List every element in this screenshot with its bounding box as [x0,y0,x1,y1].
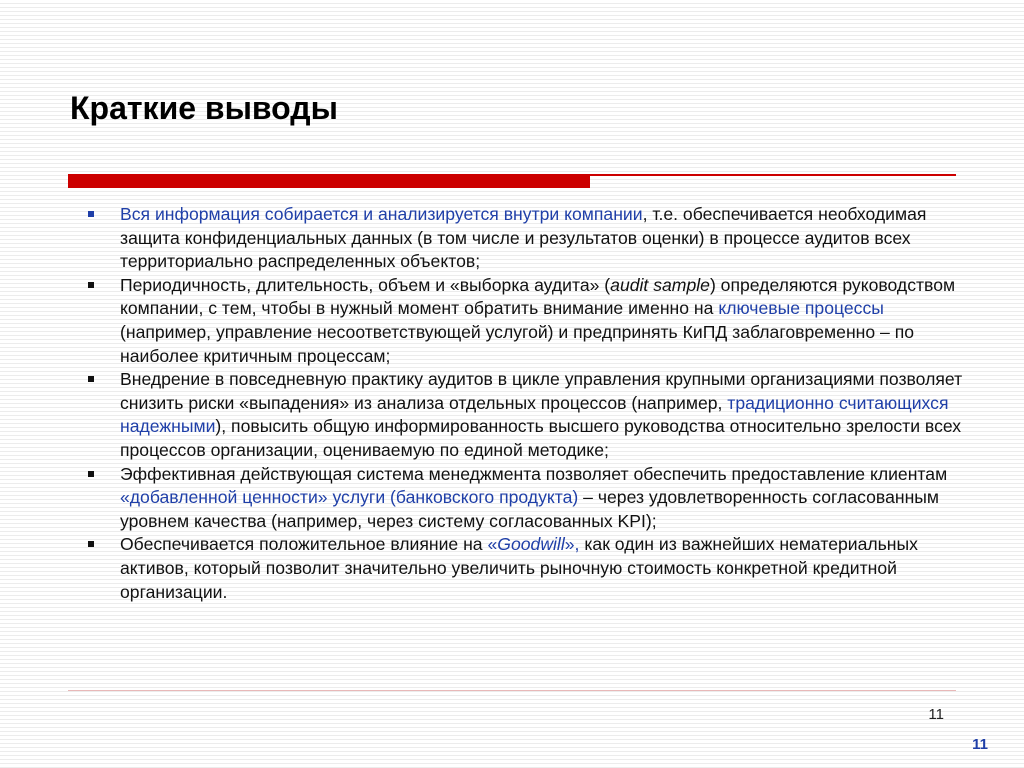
bullet-2-highlight: ключевые процессы [718,298,884,319]
bullet-3-text-1: Внедрение в повседневную практику аудитов в цикле управления крупными организациями позволяет снизить риски «выпадения» из анализа отдельных процессов (например, [120,369,963,413]
bullet-item-5 [88,533,968,604]
page-number-footer: 11 [972,736,988,753]
bullet-2-text-3: (например, управление несоответствующей услугой) и предпринять КиПД заблаговременно – по наиболее критичным процессам; [120,321,915,366]
bullet-5-highlight-italic: Goodwill [497,534,565,555]
title-divider-thick [68,174,590,188]
page-number: 11 [928,706,944,723]
bullet-item-3 [88,368,968,462]
bullet-square-icon [88,471,94,477]
bullet-5-text-1: Обеспечивается положительное влияние на [120,534,488,555]
bullet-square-icon [88,541,94,547]
bullet-1-text: , т.е. обеспечивается необходимая защита конфиденциальных данных (в том числе и результатов оценки) в процессе аудитов всех территориально распределенных объектов; [120,204,927,272]
bullet-5-highlight-close: », [564,534,580,555]
bullet-4-text-2: – через удовлетворенность согласованным уровнем качества (например, через систему согласованных KPI); [120,487,940,531]
bullet-2-text-1: Периодичность, длительность, объем и «выборка аудита» ( [120,274,611,295]
bullet-square-icon [88,282,94,288]
bullet-square-icon [88,376,94,382]
bullet-3-highlight: традиционно считающихся надежными [120,392,949,437]
bullet-2-italic: audit sample [610,274,710,295]
bullet-3-text-2: ), повысить общую информированность высшего руководства относительно зрелости всех процессов организации, оцениваемую по единой методике; [120,416,962,460]
bullet-list [88,203,968,604]
bullet-1-highlight: Вся информация собирается и анализируется внутри компании [120,204,643,224]
bullet-item-1 [88,203,968,274]
title-divider [68,174,956,188]
bullet-square-icon [88,211,94,217]
footer-divider [68,690,956,691]
title-divider-thin [590,174,956,176]
bullet-item-2 [88,274,968,368]
bullet-4-highlight: «добавленной ценности» услуги (банковского продукта) [120,487,579,508]
bullet-5-text-2: как один из важнейших нематериальных активов, который позволит значительно увеличить рыночную стоимость конкретной кредитной организации. [120,534,918,602]
bullet-item-4 [88,463,968,534]
bullet-5-highlight-open: « [487,534,498,555]
bullet-4-text-1: Эффективная действующая система менеджмента позволяет обеспечить предоставление клиентам [120,463,948,484]
slide-title: Краткие выводы [70,90,338,126]
bullet-2-text-2: ) определяются руководством компании, с тем, чтобы в нужный момент обратить внимание именно на [120,274,956,319]
